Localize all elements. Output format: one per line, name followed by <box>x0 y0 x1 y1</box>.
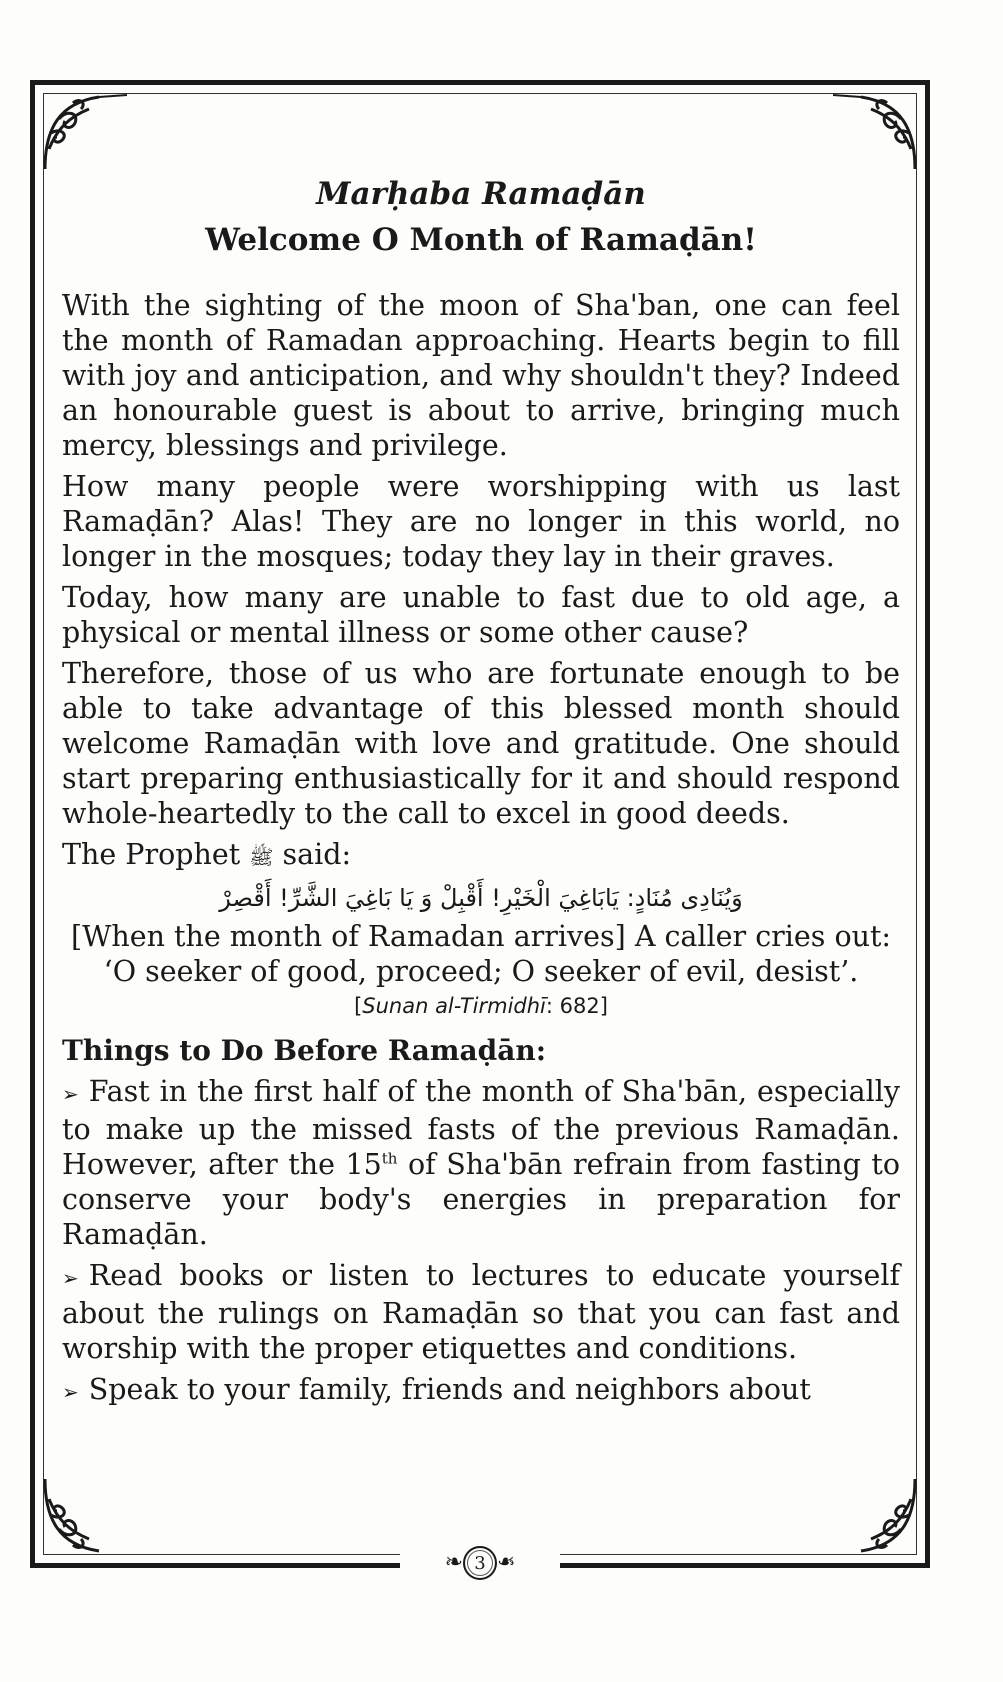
prophet-intro-before: The Prophet <box>62 838 241 871</box>
translation-line: [When the month of Ramadan arrives] A caller cries out: <box>70 920 892 953</box>
page-content <box>62 172 900 1416</box>
list-item <box>62 1258 900 1366</box>
translation-line: ‘O seeker of good, proceed; O seeker of evil, desist’. <box>103 955 859 988</box>
page-number-ornament <box>400 1545 560 1581</box>
corner-ornament-icon <box>39 89 129 179</box>
paragraph: How many people were worshipping with us last Ramaḍān? Alas! They are no longer in this world, no longer in the mosques; today they lay in their graves. <box>62 470 900 573</box>
section-heading: Things to Do Before Ramaḍān: <box>62 1034 547 1067</box>
citation-source: Sunan al-Tirmidhī <box>362 994 546 1018</box>
arabic-hadith: وَيُنَادِى مُنَادٍ: يَابَاغِيَ الْخَيْرِ! أَقْبِلْ وَ يَا بَاغِيَ الشَّرِّ! أَقْصِرْ <box>219 884 743 912</box>
arrow-bullet-icon: ➢ <box>62 1266 79 1290</box>
corner-ornament-icon <box>831 89 921 179</box>
corner-ornament-icon <box>39 1469 129 1559</box>
flourish-left-icon: ❧ <box>444 1550 463 1575</box>
list-item-text: of Sha'bān refrain from fasting to conserve your body's energies in preparation for Ramaḍān. <box>62 1148 900 1251</box>
flourish-right-icon: ❧ <box>497 1550 516 1575</box>
list-item-text: Read books or listen to lectures to educate yourself about the rulings on Ramaḍān so that you can fast and worship with the proper etiquettes and conditions. <box>62 1259 900 1365</box>
arrow-bullet-icon: ➢ <box>62 1380 79 1404</box>
ordinal-suffix: th <box>381 1149 398 1168</box>
list-item-text: Speak to your family, friends and neighbors about <box>88 1373 811 1406</box>
title-italic: Marḥaba Ramaḍān <box>316 176 646 212</box>
list-item-text: Fast in the first half of the month of Sha'bān, especially to make up the missed fasts of the previous Ramaḍān. However, after the 15 <box>62 1075 900 1181</box>
list-item <box>62 1372 900 1410</box>
arrow-bullet-icon: ➢ <box>62 1082 79 1106</box>
page-number: 3 <box>463 1546 497 1580</box>
citation: [Sunan al-Tirmidhī: 682] <box>354 994 608 1018</box>
corner-ornament-icon <box>831 1469 921 1559</box>
list-item <box>62 1074 900 1252</box>
prophet-intro-after: said: <box>282 838 352 871</box>
paragraph: Today, how many are unable to fast due to old age, a physical or mental illness or some other cause? <box>62 581 900 649</box>
paragraph: With the sighting of the moon of Sha'ban, one can feel the month of Ramadan approaching. Hearts begin to fill with joy and anticipation, and why shouldn't they? Indeed an honourable guest is about to arrive, bringing much mercy, blessings and privilege. <box>62 289 900 462</box>
title-main: Welcome O Month of Ramaḍān! <box>205 222 757 258</box>
salawat-icon: ﷺ <box>249 845 274 869</box>
paragraph: Therefore, those of us who are fortunate enough to be able to take advantage of this blessed month should welcome Ramaḍān with love and gratitude. One should start preparing enthusiastically for it and should respond whole-heartedly to the call to excel in good deeds. <box>62 657 900 830</box>
citation-number: : 682 <box>545 994 600 1018</box>
prophet-intro <box>62 837 900 875</box>
